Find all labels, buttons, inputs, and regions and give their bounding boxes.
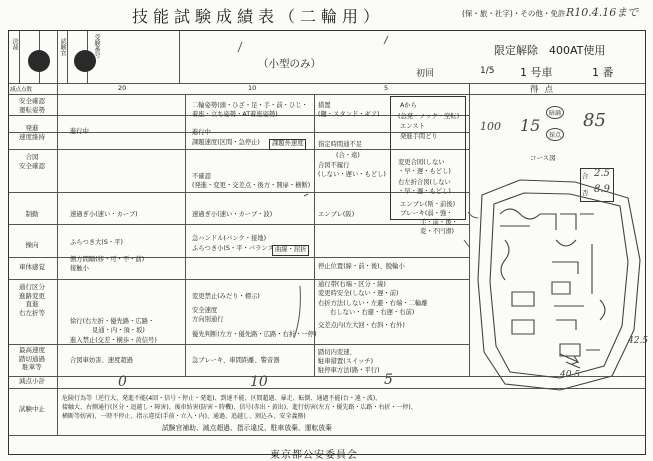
meishou-badge: 暗誦 (546, 106, 564, 119)
menu-item-7: 変・不円滑) (420, 228, 454, 235)
menu-item-1: (急発・ノック・空転) (398, 113, 460, 120)
cell-kyuu-bureki: 急ブレーキ、車間距離、警音器 (192, 357, 280, 364)
cell-enbure: エンブレ(阪) (318, 211, 355, 218)
cell-stop-4: 試験官補助、減点超過、指示違反、駐車放棄、運転放棄 (162, 424, 332, 432)
score-result: 85 (583, 110, 606, 131)
tokuten-label: 得点 (530, 85, 560, 95)
kessai-label: 決裁 (11, 38, 18, 50)
row-label-saikou: 最高速度 踏切通過 駐車等 (19, 346, 45, 371)
side-note-2: 40.5 (560, 370, 581, 380)
row-label-shatai: 車体感覚 (19, 263, 45, 271)
row-label-anzen: 安全確認 運転姿勢 (19, 97, 45, 114)
cell-usetsu-houhou: 右折方法(しない・左避・右端・二輪離 (318, 300, 428, 307)
gou-value: 2.5 (594, 168, 610, 179)
cell-nirin-shisei-2: 着座・立ち姿勢・AT着座姿勢) (192, 111, 278, 118)
hi-label: 否 (582, 189, 589, 197)
shikenkan-label: 試験官 (59, 38, 66, 56)
cell-furatsuki-shou: ふらつき小(S・平・バランス (192, 245, 274, 252)
cell-aizu-furikou-detail: (しない・遅い・もどし) (318, 171, 386, 178)
cell-shitei-jikan: 指定時間通不足 (318, 141, 363, 148)
cell-usetsu-aizu: 右左折合図(しない (398, 179, 451, 186)
cell-anzen-sokudo: 安全速度 (192, 307, 218, 314)
handwritten-date: R10.4.16まで (566, 6, 639, 19)
gou-label: 合 (582, 172, 589, 180)
cell-sesshoku-shou: 接触小 (70, 265, 89, 272)
cell-fukakunin: 不確認 (192, 173, 211, 180)
page-title: 技能試験成績表（二輪用） (132, 7, 385, 26)
round-label: 1/5 (480, 66, 495, 76)
scale-label: 減点点数 (10, 87, 33, 93)
cell-fukakunin-detail: (発進・変更・交差点・後方・開扉・横断) (192, 182, 311, 189)
menu-item-5: ブレーキ(弱・強・ (400, 210, 453, 217)
cell-usetsu-houhou-2: 右しない・右避・右遅・右前) (330, 309, 415, 316)
cell-shinkouchuu-b: 進行中 (192, 129, 211, 136)
cell-hayasugi-shou: 速過ぎ小(速い・カーブ・波) (192, 211, 273, 218)
cell-sokuhou-kankaku: 側方間隔(移・可・不・前) (70, 256, 145, 263)
cell-aizusha-bougai: 合図車妨害、速度超過 (70, 357, 133, 364)
kogata-label: （小型のみ） (258, 58, 321, 70)
menu-item-2: エンスト (400, 123, 425, 130)
cell-hayasugi-dai: 速過ぎ小(速い・カーブ) (70, 211, 138, 218)
menu-item-3: 発進手間どり (400, 133, 438, 140)
subtotal-20: 0 (118, 374, 127, 390)
cell-fumikiri: 踏切内変速、 (318, 349, 356, 356)
cell-kadaigai-sokudo: 課題外速度 (269, 139, 306, 150)
car-label: 1 号車 (520, 66, 553, 79)
cell-aizu-furikou: 合図不履行 (318, 162, 350, 169)
hi-value: 8.9 (594, 184, 610, 195)
cell-teishi-ichi: 停止位置(線・前・後)、脱輪小 (318, 263, 405, 270)
menu-item-6: 手・前・後・ (420, 219, 458, 226)
cell-chuusha-sochi: 駐車措置(スイッチ) (318, 358, 374, 365)
footer-org: 東京都公安委員会 (270, 450, 358, 461)
cell-tsuukoutai: 通行帯(右端・区分・線) (318, 281, 386, 288)
cell-henkou-aizu: 変更合図(しない (398, 159, 445, 166)
cell-henkou-kinshi: 変更禁止(みだり・標示) (192, 293, 260, 300)
cell-kousaten-nai: 交差点内(左大回・右斜・右外) (318, 322, 405, 329)
course-label: コース図 (530, 154, 556, 162)
cell-stop-2: 接触大、右側通行(区分・追越し・障害)、後車妨害(防害・時機)、信号(赤出・黄出)、進行妨害(左方・優先路・広路・右折・一停)、 (62, 404, 417, 411)
cell-jokou-detail: 見通・内・頂・坂) (92, 327, 145, 334)
gentei-label: 限定解除 400AT使用 (494, 44, 606, 57)
cell-shinkouchuu-a: 進行中 (70, 128, 89, 135)
menu-title: Aから (400, 102, 417, 109)
score-minus: 15 (520, 116, 541, 135)
row-label-chuushi: 試験中止 (19, 405, 45, 413)
scale-10: 10 (248, 84, 257, 92)
shokai-label: 初回 (416, 69, 435, 79)
order-label: 1 番 (592, 66, 614, 79)
cell-shinnyuu-kinshi: 進入禁止(交差・横歩・黄信号) (70, 337, 157, 344)
menu-item-4: エンブレ(斯・前後) (400, 201, 456, 208)
row-label-soukou: 操向 (25, 241, 39, 249)
cell-houkoubetsu: 方向別通行 (192, 316, 224, 323)
cell-usetsu-aizu-detail: ・早・遅・もどし) (398, 188, 451, 195)
subtotal-5: 5 (384, 372, 393, 388)
cell-henkou-aizu-detail: ・早・遅・もどし) (398, 168, 451, 175)
cell-kyokusen: 曲線・屈折 (272, 245, 309, 256)
cell-stop-3: 横断等妨害)、一時不停止、指示違反(手前・立入・内)、通過、追越し、割込み、安全義務) (62, 413, 306, 420)
cell-furatsuki-dai: ふらつき大(S・平) (70, 239, 123, 246)
scale-5: 5 (384, 84, 389, 92)
cell-stop-1: 危険行為等（逆行大、発進不能(4回・信号・停止・発進)、到達不能、区間超過、暴走、転倒、通過不能(台・遠・波)、 (62, 395, 382, 402)
cell-nirin-shisei-1: 二輪姿勢(頭・ひざ・足・手・前・ひじ・ (192, 102, 308, 109)
kaiten-badge: 採点 (546, 128, 564, 141)
cell-yuusen-handan: 優先判断(左方・優先路・広路・右折・一停) (192, 331, 317, 338)
cell-chuuteisha: 駐停車方法(路・平行) (318, 367, 380, 374)
row-label-shoukei: 減点小計 (19, 377, 45, 385)
header-note: (保・旅・社字)・その他・免許 (462, 9, 566, 18)
cell-sochi-detail: (鍵・スタンド・ギア) (318, 111, 380, 118)
subtotal-10: 10 (250, 374, 268, 390)
cell-jokou: 徐行(右左折・優先路・広路・ (70, 318, 155, 325)
cell-kadai-sokudo: 課題速度(区間・急停止) (192, 139, 260, 146)
row-label-aizu: 合図 安全確認 (19, 153, 45, 170)
cell-kyuu-handoru: 急ハンドル(バンク・接地) (192, 235, 267, 242)
cell-sochi: 措置 (318, 102, 331, 109)
side-note: 42.5 (628, 336, 649, 346)
cell-henkou-anzen: 変更時安全(しない・遅・前) (318, 290, 399, 297)
row-label-seidou: 制動 (25, 210, 39, 218)
cell-shitei-jikan-detail: (合・遠) (336, 152, 360, 159)
row-label-tsuukou: 通行区分 進路変更 直進 右左折等 (19, 283, 45, 317)
score-base: 100 (480, 120, 501, 133)
jukenbangou-label: 受験番号 (93, 34, 100, 58)
scale-20: 20 (118, 84, 127, 92)
row-label-hasshin: 発進 速度維持 (19, 124, 45, 141)
